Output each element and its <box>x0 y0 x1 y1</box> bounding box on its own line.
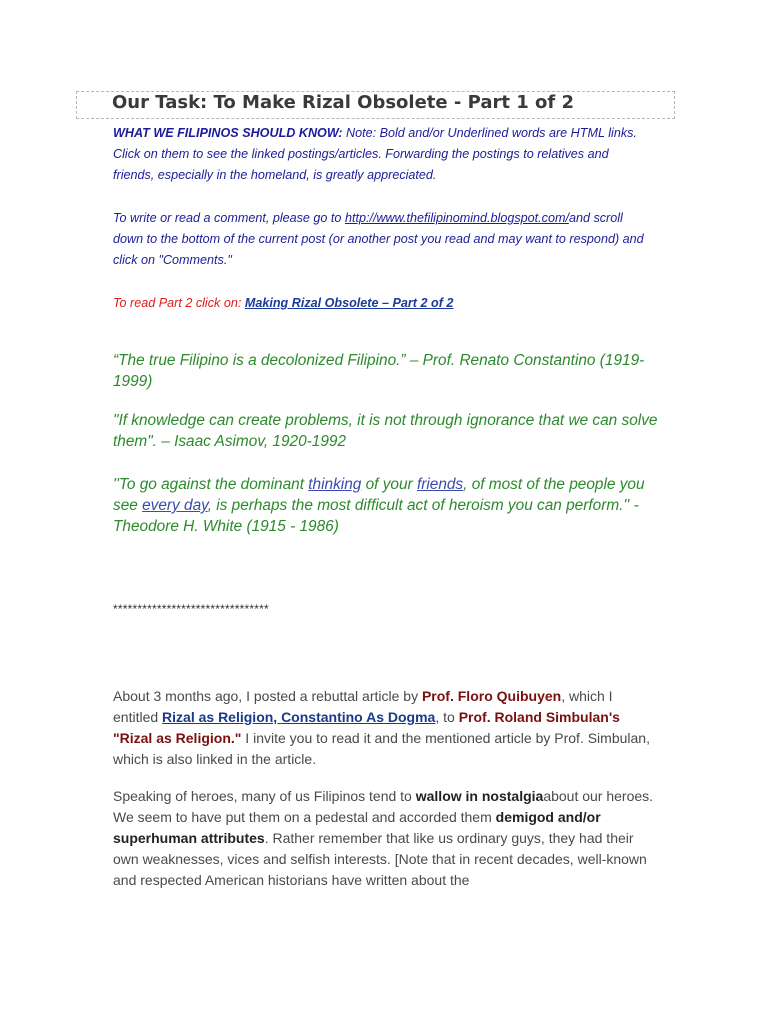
wallow-nostalgia: wallow in nostalgia <box>415 788 544 804</box>
page-title: Our Task: To Make Rizal Obsolete - Part 1 of 2 <box>112 92 574 113</box>
quote-white-text-1: ''To go against the dominant <box>113 476 309 493</box>
author-simbulan: Prof. Roland Simbulan's <box>458 709 620 725</box>
intro-note-text: Note: Bold and/or Underlined words are HTML links. Click on them to see the linked postings/articles. Forwarding the postings to relatives and friends, especially in the homeland, is greatly appreciated. <box>113 126 637 182</box>
comment-text-after: and scroll down to the bottom of the current post (or another post you read and may want to respond) and click on "Comments." <box>113 211 644 267</box>
thinking-link[interactable]: thinking <box>308 476 362 493</box>
comment-text-before: To write or read a comment, please go to <box>113 211 345 225</box>
part2-text: To read Part 2 click on: <box>113 296 245 310</box>
quote-asimov: "If knowledge can create problems, it is not through ignorance that we can solve them". – Isaac Asimov, 1920-1992 <box>113 412 658 450</box>
rizal-religion-link[interactable]: Rizal as Religion, Constantino As Dogma <box>162 709 436 725</box>
quote-constantino: “The true Filipino is a decolonized Filipino.” – Prof. Renato Constantino (1919-1999) <box>113 352 645 390</box>
intro-lead: WHAT WE FILIPINOS SHOULD KNOW: <box>113 126 343 140</box>
quote-white <box>113 474 673 537</box>
blog-link[interactable]: http://www.thefilipinomind.blogspot.com/ <box>344 211 569 225</box>
friends-link[interactable]: friends <box>416 476 464 493</box>
para2-text-3: . Rather remember that like us ordinary guys, they had their own weaknesses, vices and selfish interests. [Note that in recent decades, well-known and respected American historians have written about the <box>113 830 647 888</box>
author-quibuyen: Prof. Floro Quibuyen <box>421 688 562 704</box>
article-title: "Rizal as Religion." <box>113 730 242 746</box>
para2-text-2: about our heroes. We seem to have put them on a pedestal and accorded them <box>113 788 654 825</box>
comment-instructions <box>113 208 653 271</box>
quote-white-text-4: , is perhaps the most difficult act of heroism you can perform.'' - Theodore H. White (1915 - 1986) <box>113 497 639 535</box>
para2-text-1: Speaking of heroes, many of us Filipinos tend to <box>113 788 416 804</box>
para1-text-1: About 3 months ago, I posted a rebuttal article by <box>113 688 422 704</box>
every-day-link[interactable]: every day <box>142 497 208 514</box>
paragraph-heroes <box>113 786 658 891</box>
intro-note <box>113 123 653 186</box>
quote-white-text-3: , of most of the people you see <box>113 476 645 514</box>
para1-text-5: I invite you to read it and the mentioned article by Prof. Simbulan, which is also linked in the article. <box>113 730 650 767</box>
para1-text-2: , which I entitled <box>113 688 613 725</box>
para1-text-3: , to <box>435 709 459 725</box>
quote-white-text-2: of your <box>361 476 417 493</box>
part2-link[interactable]: Making Rizal Obsolete – Part 2 of 2 <box>244 296 454 310</box>
demigod-attributes: demigod and/or superhuman attributes <box>113 809 601 846</box>
separator-stars: ******************************** <box>113 602 269 616</box>
paragraph-rebuttal <box>113 686 658 770</box>
part2-line <box>113 293 653 314</box>
